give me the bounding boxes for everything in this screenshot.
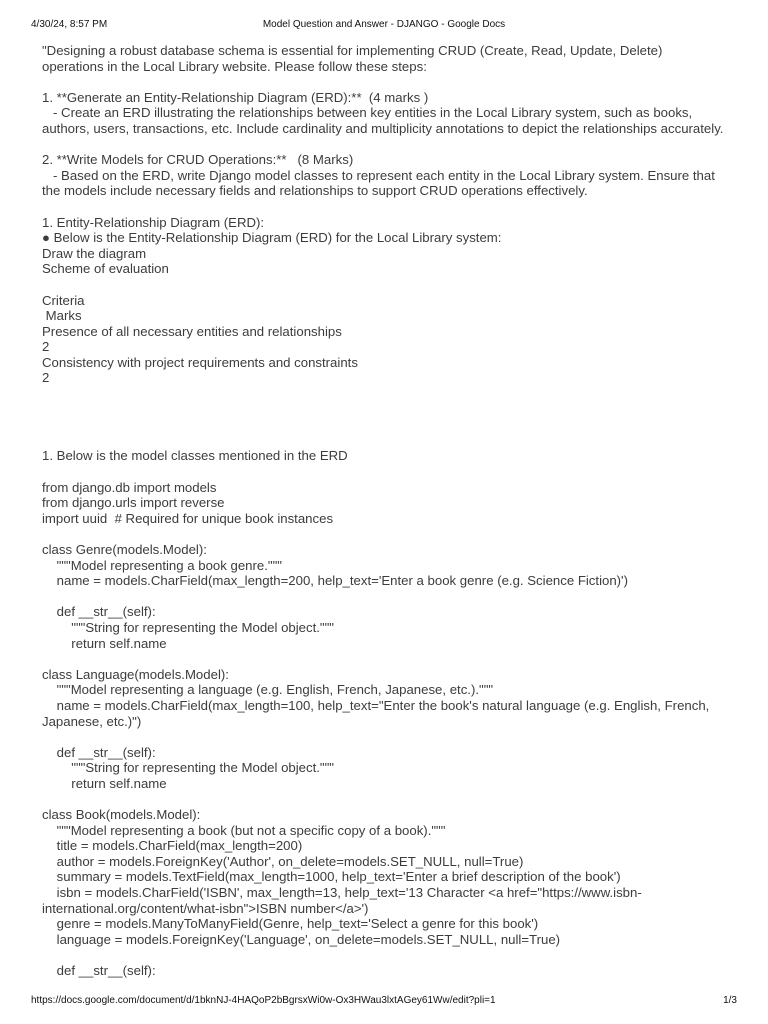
text-line: international.org/content/what-isbn">ISBN number</a>') bbox=[42, 900, 369, 916]
text-line: language = models.ForeignKey('Language', on_delete=models.SET_NULL, null=True) bbox=[42, 931, 561, 947]
text-line: """Model representing a language (e.g. English, French, Japanese, etc.).""" bbox=[42, 682, 494, 698]
text-line: the models include necessary fields and relationships to support CRUD operations effectively. bbox=[42, 183, 588, 199]
blank-line bbox=[42, 792, 732, 808]
text-line: Presence of all necessary entities and relationships bbox=[42, 323, 342, 339]
document-url: https://docs.google.com/document/d/1bknNJ-4HAQoP2bBgrsxWi0w-Ox3HWau3lxtAGey61Ww/edit?pli=1 bbox=[31, 995, 496, 1006]
text-line: from django.db import models bbox=[42, 479, 217, 495]
text-line: Draw the diagram bbox=[42, 245, 147, 261]
text-line: author = models.ForeignKey('Author', on_delete=models.SET_NULL, null=True) bbox=[42, 853, 524, 869]
text-line: return self.name bbox=[42, 775, 167, 791]
text-line: 1. **Generate an Entity-Relationship Diagram (ERD):** (4 marks ) bbox=[42, 89, 429, 105]
document-title: Model Question and Answer - DJANGO - Google Docs bbox=[262, 19, 506, 30]
text-line: isbn = models.CharField('ISBN', max_length=13, help_text='13 Character <a href="https://www.isbn- bbox=[42, 885, 642, 901]
text-line: operations in the Local Library website. Please follow these steps: bbox=[42, 58, 427, 74]
blank-line bbox=[42, 589, 732, 605]
text-line: - Create an ERD illustrating the relationships between key entities in the Local Library system, such as books, bbox=[42, 105, 693, 121]
text-line: - Based on the ERD, write Django model classes to represent each entity in the Local Library system. Ensure that bbox=[42, 167, 715, 183]
text-line: title = models.CharField(max_length=200) bbox=[42, 838, 303, 854]
text-line: class Genre(models.Model): bbox=[42, 542, 207, 557]
text-line: def __str__(self): bbox=[42, 963, 156, 979]
blank-line bbox=[42, 729, 732, 745]
blank-line bbox=[42, 947, 732, 963]
text-line: Criteria bbox=[42, 292, 85, 308]
text-line: Scheme of evaluation bbox=[42, 261, 169, 277]
blank-line bbox=[42, 417, 732, 433]
text-line: def __str__(self): bbox=[42, 604, 156, 620]
text-line: Marks bbox=[42, 308, 82, 324]
blank-line bbox=[42, 464, 732, 480]
document-body bbox=[42, 43, 732, 979]
text-line: Japanese, etc.)") bbox=[42, 713, 142, 729]
text-line: """String for representing the Model object.""" bbox=[42, 760, 334, 776]
blank-line bbox=[42, 277, 732, 293]
text-line: 1. Entity-Relationship Diagram (ERD): bbox=[42, 214, 265, 230]
text-line: ● Below is the Entity-Relationship Diagram (ERD) for the Local Library system: bbox=[42, 230, 502, 246]
page-number: 1/3 bbox=[723, 995, 737, 1006]
blank-line bbox=[42, 74, 732, 90]
blank-line bbox=[42, 199, 732, 215]
text-line: from django.urls import reverse bbox=[42, 495, 225, 511]
text-line: 2 bbox=[42, 339, 50, 355]
blank-line bbox=[42, 651, 732, 667]
text-line: name = models.CharField(max_length=200, help_text='Enter a book genre (e.g. Science Fiction)') bbox=[42, 573, 628, 589]
print-datetime: 4/30/24, 8:57 PM bbox=[31, 19, 108, 30]
text-line: class Book(models.Model): bbox=[42, 807, 201, 823]
text-line: return self.name bbox=[42, 635, 167, 651]
text-line: """Model representing a book (but not a specific copy of a book).""" bbox=[42, 822, 446, 838]
text-line: """Model representing a book genre.""" bbox=[42, 557, 282, 573]
text-line: 2. **Write Models for CRUD Operations:** (8 Marks) bbox=[42, 152, 354, 168]
blank-line bbox=[42, 526, 732, 542]
blank-line bbox=[42, 402, 732, 418]
text-line: name = models.CharField(max_length=100, help_text="Enter the book's natural language (e.g. English, French, bbox=[42, 697, 710, 713]
text-line: genre = models.ManyToManyField(Genre, help_text='Select a genre for this book') bbox=[42, 916, 539, 932]
text-line: 2 bbox=[42, 370, 50, 386]
blank-line bbox=[42, 137, 732, 153]
text-line: import uuid # Required for unique book instances bbox=[42, 510, 334, 526]
text-line: authors, users, transactions, etc. Include cardinality and multiplicity annotations to depict the relationships accurately. bbox=[42, 120, 724, 136]
text-line: Consistency with project requirements and constraints bbox=[42, 354, 358, 370]
text-line: """String for representing the Model object.""" bbox=[42, 619, 334, 635]
blank-line bbox=[42, 433, 732, 449]
text-line: summary = models.TextField(max_length=1000, help_text='Enter a brief description of the book') bbox=[42, 869, 621, 885]
blank-line bbox=[42, 386, 732, 402]
text-line: "Designing a robust database schema is essential for implementing CRUD (Create, Read, Update, Delete) bbox=[42, 43, 663, 58]
text-line: def __str__(self): bbox=[42, 744, 156, 760]
text-line: 1. Below is the model classes mentioned in the ERD bbox=[42, 448, 348, 464]
text-line: class Language(models.Model): bbox=[42, 666, 229, 682]
